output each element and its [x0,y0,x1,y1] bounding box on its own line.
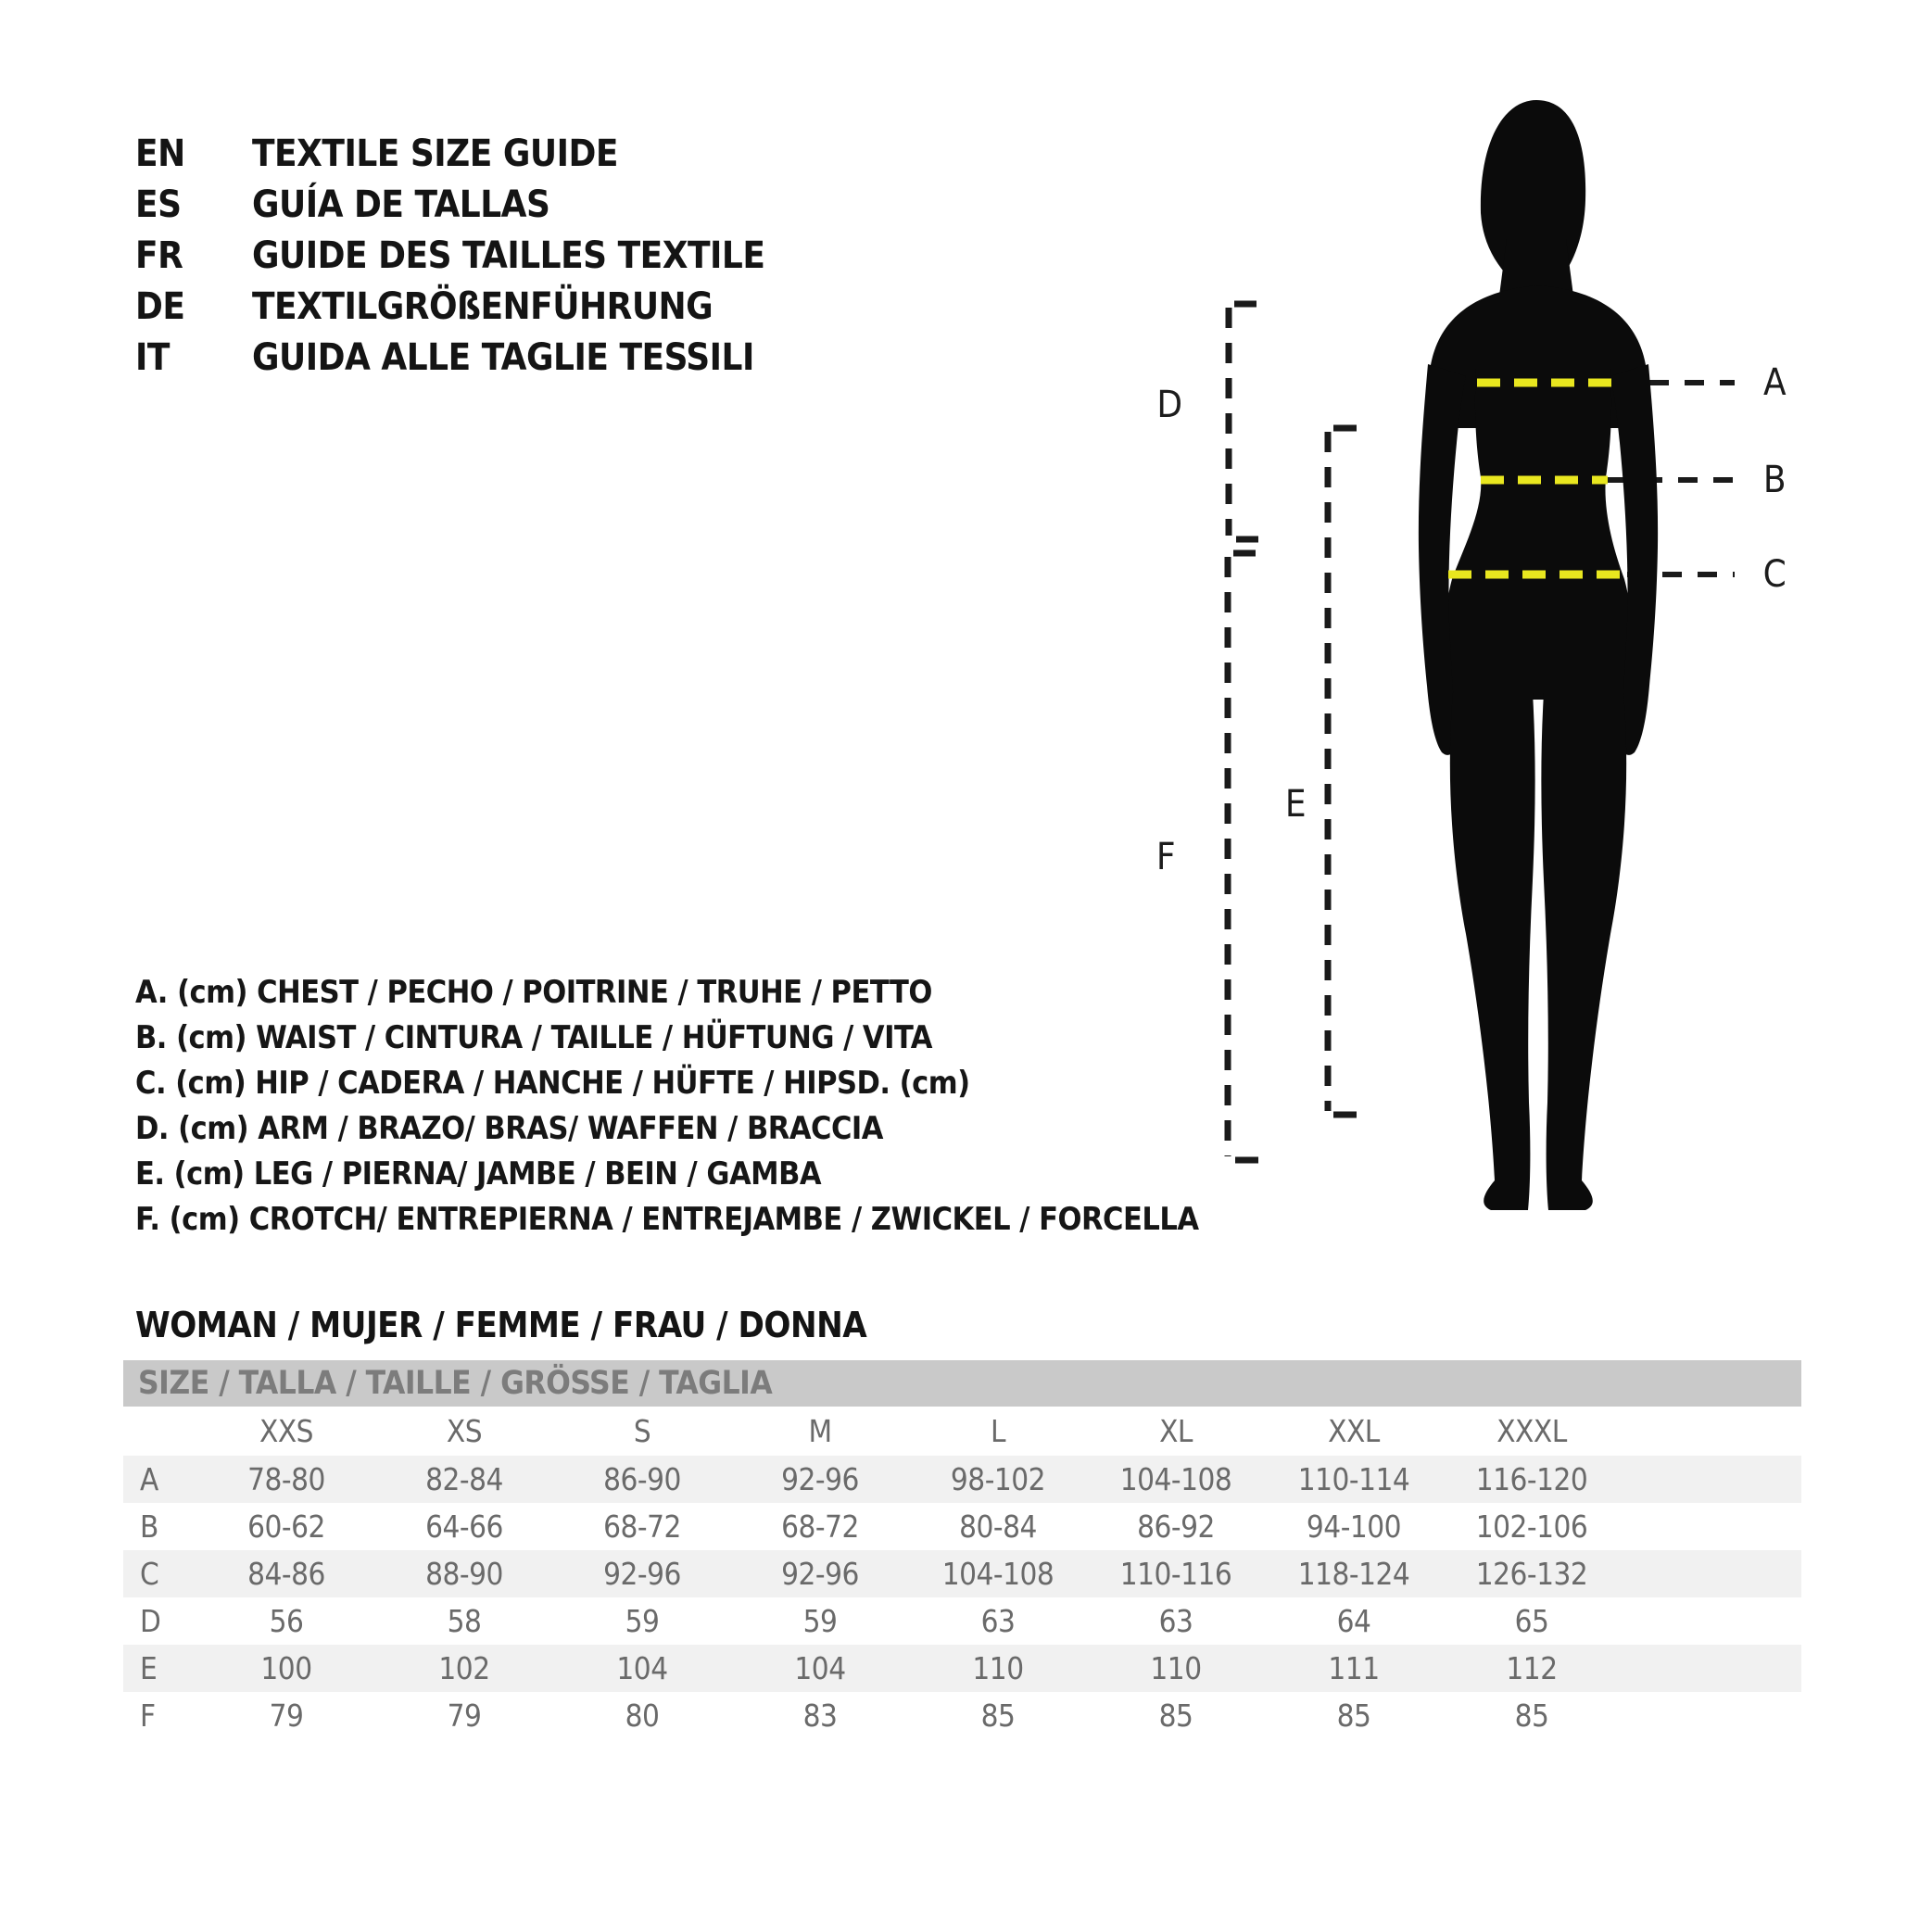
language-title-fr: GUIDE DES TAILLES TEXTILE [252,233,765,277]
cell-b-xxxl: 102-106 [1475,1508,1588,1545]
table-row-b [123,1503,1801,1550]
cell-b-l: 80-84 [959,1508,1037,1545]
size-col-xxl: XXL [1328,1413,1380,1449]
chest-label: A [1762,361,1787,404]
cell-b-xxl: 94-100 [1306,1508,1402,1545]
cell-b-xl: 86-92 [1137,1508,1215,1545]
arm-label: D [1156,384,1182,426]
cell-d-xxxl: 65 [1514,1603,1549,1639]
leg-label: E [1284,783,1307,826]
language-code-de: DE [135,284,185,328]
cell-b-s: 68-72 [603,1508,681,1545]
row-label: A [140,1461,158,1497]
hip-label: C [1762,553,1787,596]
table-header-title: SIZE / TALLA / TAILLE / GRÖSSE / TAGLIA [138,1365,773,1402]
legend-arm: D. (cm) ARM / BRAZO/ BRAS/ WAFFEN / BRACCIA [135,1109,883,1147]
table-row-c [123,1550,1801,1597]
cell-b-xs: 64-66 [425,1508,503,1545]
cell-f-xxs: 79 [269,1698,304,1734]
cell-f-m: 83 [802,1698,838,1734]
legend-hip: C. (cm) HIP / CADERA / HANCHE / HÜFTE / HIPSD. (cm) [135,1064,970,1102]
cell-c-xxl: 118-124 [1297,1556,1410,1592]
cell-a-xxl: 110-114 [1297,1461,1410,1497]
cell-e-xl: 110 [1150,1650,1202,1686]
cell-f-xl: 85 [1158,1698,1193,1734]
cell-e-l: 110 [972,1650,1024,1686]
legend-waist: B. (cm) WAIST / CINTURA / TAILLE / HÜFTUNG / VITA [135,1018,932,1056]
cell-a-m: 92-96 [781,1461,859,1497]
cell-e-xxs: 100 [260,1650,312,1686]
language-title-es: GUÍA DE TALLAS [252,183,550,226]
language-code-en: EN [135,132,185,175]
size-table [123,1360,1801,1739]
cell-f-xs: 79 [447,1698,482,1734]
silhouette-right-leg [1541,693,1626,1210]
waist-label: B [1762,459,1787,501]
cell-c-xxxl: 126-132 [1475,1556,1588,1592]
row-label: F [140,1698,156,1734]
table-row-f [123,1692,1801,1739]
cell-f-l: 85 [980,1698,1016,1734]
cell-b-xxs: 60-62 [247,1508,325,1545]
cell-d-xs: 58 [447,1603,482,1639]
language-code-es: ES [135,183,182,226]
cell-d-m: 59 [802,1603,838,1639]
woman-silhouette [1419,100,1658,1210]
size-header-row [123,1407,1801,1456]
row-label: C [140,1556,159,1592]
cell-c-l: 104-108 [941,1556,1054,1592]
crotch-label: F [1155,836,1176,878]
cell-d-l: 63 [980,1603,1016,1639]
cell-e-xxxl: 112 [1506,1650,1558,1686]
cell-a-s: 86-90 [603,1461,681,1497]
cell-a-xs: 82-84 [425,1461,503,1497]
cell-f-xxl: 85 [1336,1698,1371,1734]
legend-chest: A. (cm) CHEST / PECHO / POITRINE / TRUHE / PETTO [135,973,932,1011]
cell-c-m: 92-96 [781,1556,859,1592]
row-label: D [140,1603,161,1639]
table-row-a [123,1456,1801,1503]
size-col-m: M [808,1413,832,1449]
cell-e-xs: 102 [438,1650,490,1686]
cell-f-xxxl: 85 [1514,1698,1549,1734]
cell-e-m: 104 [794,1650,846,1686]
cell-a-xl: 104-108 [1119,1461,1232,1497]
silhouette-left-leg [1450,693,1535,1210]
cell-c-xxs: 84-86 [247,1556,325,1592]
measurement-legend [135,969,1199,1242]
size-col-xxs: XXS [259,1413,314,1449]
cell-c-xl: 110-116 [1119,1556,1232,1592]
row-label: E [140,1650,158,1686]
cell-a-xxs: 78-80 [247,1461,325,1497]
cell-e-s: 104 [616,1650,668,1686]
table-row-d [123,1597,1801,1645]
cell-b-m: 68-72 [781,1508,859,1545]
size-col-xl: XL [1159,1413,1193,1449]
cell-d-s: 59 [625,1603,660,1639]
language-title-de: TEXTILGRÖßENFÜHRUNG [252,284,713,328]
size-col-s: S [633,1413,651,1449]
cell-a-l: 98-102 [950,1461,1046,1497]
legend-leg: E. (cm) LEG / PIERNA/ JAMBE / BEIN / GAMBA [135,1155,822,1193]
language-title-en: TEXTILE SIZE GUIDE [252,132,618,175]
table-header-bar [123,1360,1801,1407]
cell-a-xxxl: 116-120 [1475,1461,1588,1497]
language-code-it: IT [135,335,170,379]
legend-crotch: F. (cm) CROTCH/ ENTREPIERNA / ENTREJAMBE / ZWICKEL / FORCELLA [135,1200,1199,1238]
cell-f-s: 80 [625,1698,660,1734]
cell-c-xs: 88-90 [425,1556,503,1592]
cell-e-xxl: 111 [1328,1650,1380,1686]
size-col-xxxl: XXXL [1496,1413,1567,1449]
row-label: B [140,1508,158,1545]
cell-d-xxs: 56 [269,1603,304,1639]
gender-title: WOMAN / MUJER / FEMME / FRAU / DONNA [135,1305,867,1345]
size-col-xs: XS [446,1413,483,1449]
cell-c-s: 92-96 [603,1556,681,1592]
language-code-fr: FR [135,233,183,277]
cell-d-xl: 63 [1158,1603,1193,1639]
size-col-l: L [990,1413,1006,1449]
table-row-e [123,1645,1801,1692]
cell-d-xxl: 64 [1336,1603,1371,1639]
language-title-it: GUIDA ALLE TAGLIE TESSILI [252,335,754,379]
